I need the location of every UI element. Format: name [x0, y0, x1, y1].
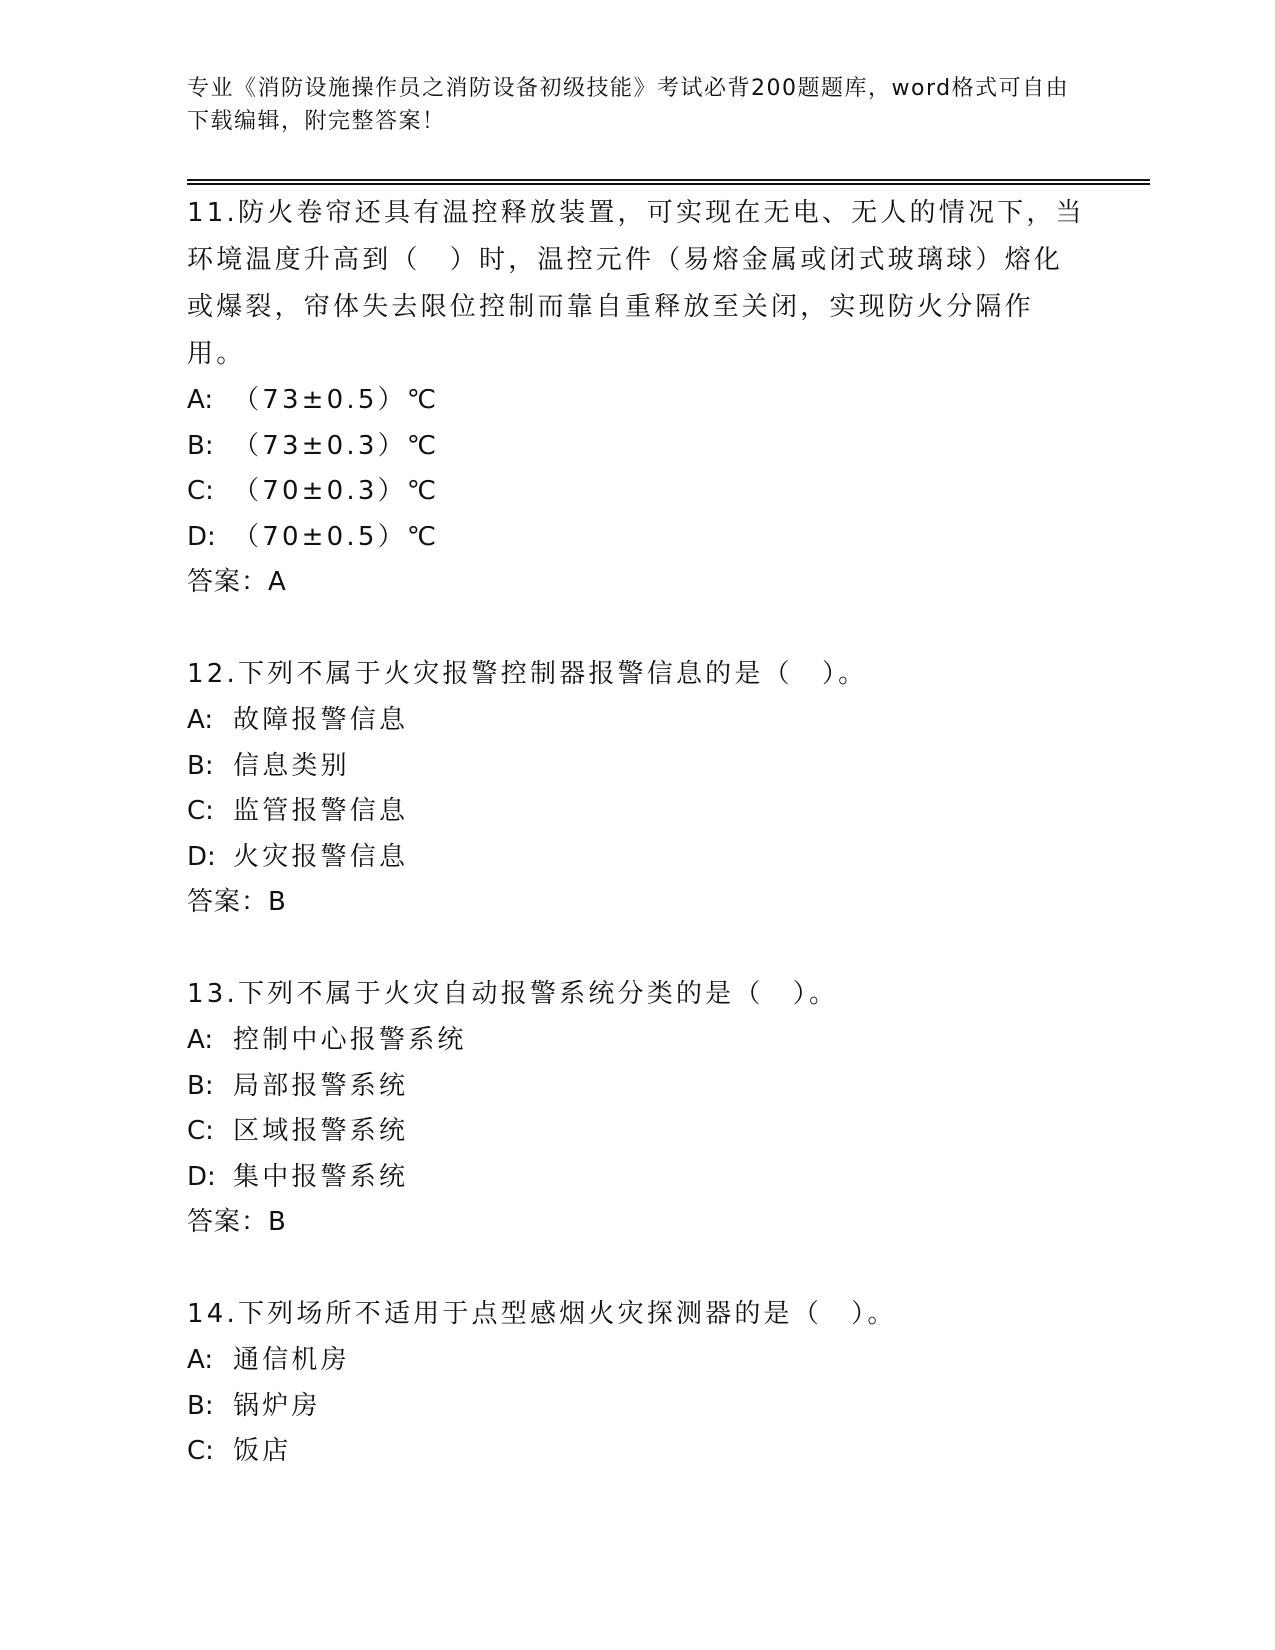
option-letter: B: [187, 1390, 214, 1421]
option-text: 集中报警系统 [233, 1161, 409, 1192]
document-header: 专业《消防设施操作员之消防设备初级技能》考试必背200题题库，word格式可自由下载编辑，附完整答案！ [187, 76, 1070, 134]
option-letter: D: [187, 841, 216, 872]
answer-line: 答案：B [187, 1207, 287, 1237]
option-b [187, 744, 1087, 790]
question-13 [187, 971, 1087, 1245]
option-letter: C: [187, 476, 214, 506]
option-letter: B: [187, 750, 214, 781]
answer-line: 答案：A [187, 567, 287, 597]
option-text: 区域报警系统 [233, 1116, 409, 1146]
option-text: 监管报警信息 [233, 796, 409, 826]
question-stem: 14.下列场所不适用于点型感烟火灾探测器的是（ ）。 [187, 1299, 897, 1329]
option-text: 通信机房 [233, 1345, 350, 1375]
header-divider-top [187, 179, 1150, 181]
option-text: （70±0.5）℃ [233, 521, 440, 552]
question-11 [187, 190, 1087, 605]
option-d [187, 515, 1087, 561]
option-letter: A: [187, 385, 214, 415]
option-text: 饭店 [233, 1436, 292, 1466]
question-12 [187, 651, 1087, 925]
option-text: （73±0.3）℃ [233, 430, 440, 461]
option-letter: C: [187, 1116, 214, 1146]
option-letter: D: [187, 1161, 216, 1192]
question-14 [187, 1291, 1087, 1475]
option-c [187, 469, 1087, 515]
option-c [187, 789, 1087, 835]
option-a [187, 378, 1087, 424]
option-letter: A: [187, 1025, 214, 1055]
option-d [187, 835, 1087, 881]
option-text: （70±0.3）℃ [233, 476, 440, 506]
option-text: 故障报警信息 [233, 705, 409, 735]
question-list [187, 190, 1087, 1521]
option-letter: B: [187, 1070, 214, 1101]
option-c [187, 1429, 1087, 1475]
option-a [187, 1338, 1087, 1384]
option-c [187, 1109, 1087, 1155]
option-a [187, 1018, 1087, 1064]
option-text: 火灾报警信息 [233, 841, 409, 872]
option-text: 锅炉房 [233, 1390, 321, 1421]
option-letter: B: [187, 430, 214, 461]
option-letter: A: [187, 705, 214, 735]
option-text: （73±0.5）℃ [233, 385, 440, 415]
option-b [187, 1064, 1087, 1110]
option-b [187, 424, 1087, 470]
question-stem: 13.下列不属于火灾自动报警系统分类的是（ ）。 [187, 979, 839, 1009]
option-letter: C: [187, 796, 214, 826]
option-b [187, 1384, 1087, 1430]
option-a [187, 698, 1087, 744]
option-d [187, 1155, 1087, 1201]
option-text: 控制中心报警系统 [233, 1025, 467, 1055]
question-stem: 12.下列不属于火灾报警控制器报警信息的是（ ）。 [187, 659, 868, 689]
option-letter: D: [187, 521, 216, 552]
option-letter: A: [187, 1345, 214, 1375]
question-stem: 11.防火卷帘还具有温控释放装置，可实现在无电、无人的情况下，当环境温度升高到（ ）时，温控元件（易熔金属或闭式玻璃球）熔化或爆裂，帘体失去限位控制而靠自重释放至关闭，实现防火分隔作用。 [187, 198, 1085, 369]
header-divider-bottom [187, 183, 1150, 185]
option-text: 局部报警系统 [233, 1070, 409, 1101]
option-letter: C: [187, 1436, 214, 1466]
answer-line: 答案：B [187, 887, 287, 917]
option-text: 信息类别 [233, 750, 350, 781]
